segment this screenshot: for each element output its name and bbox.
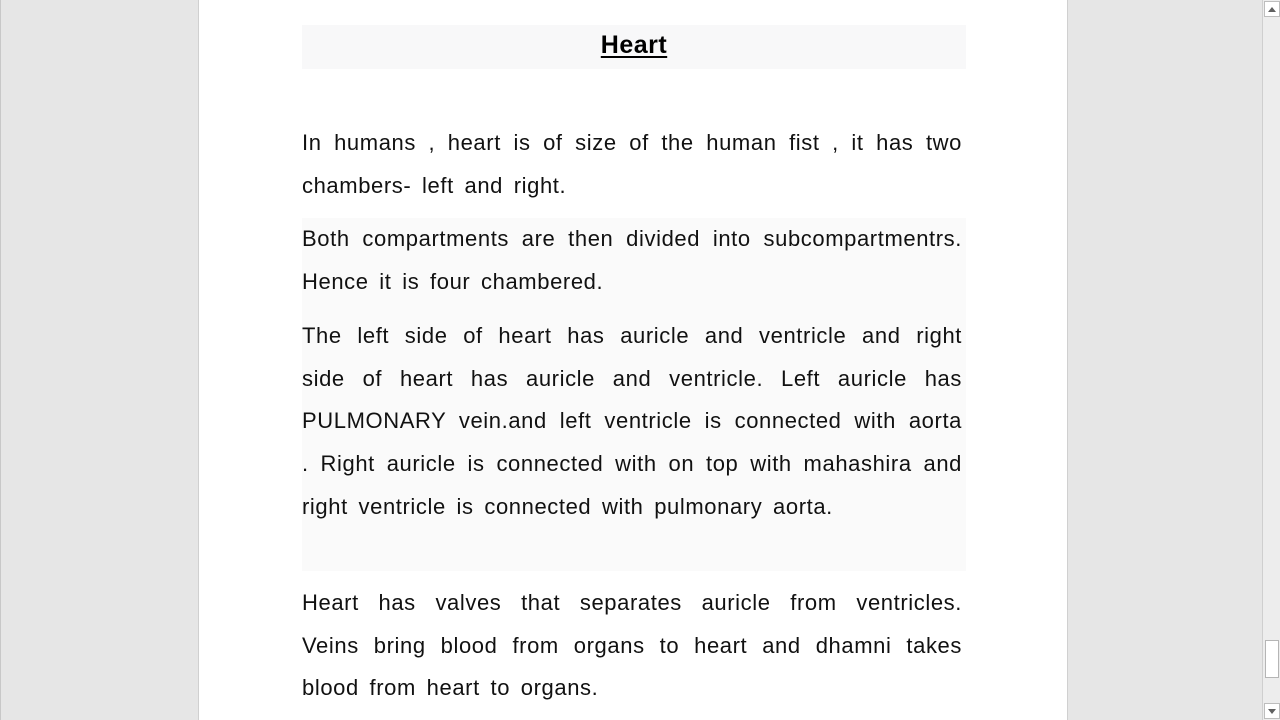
scrollbar-thumb[interactable] bbox=[1265, 640, 1279, 678]
scroll-down-arrow-icon bbox=[1268, 709, 1276, 714]
scroll-up-arrow-icon bbox=[1268, 7, 1276, 12]
scroll-down-button[interactable] bbox=[1264, 703, 1280, 719]
scroll-up-button[interactable] bbox=[1264, 1, 1280, 17]
vertical-scrollbar[interactable] bbox=[1262, 0, 1280, 720]
paragraph-valves[interactable]: Heart has valves that separates auricle from ventricles. Veins bring blood from organs to heart and dhamni takes blood from heart to organs. bbox=[302, 590, 962, 701]
document-title: Heart bbox=[600, 31, 668, 59]
paragraph-intro[interactable]: In humans , heart is of size of the human fist , it has two chambers- left and right. bbox=[302, 130, 962, 198]
document-page[interactable] bbox=[198, 0, 1068, 720]
title-block bbox=[302, 25, 966, 69]
paragraph-compartments[interactable]: Both compartments are then divided into subcompartmentrs. Hence it is four chambered. bbox=[302, 226, 962, 294]
paragraph-sides[interactable]: The left side of heart has auricle and ventricle and right side of heart has auricle and ventricle. Left auricle has PULMONARY vein.and left ventricle is connected with aorta . Right auricle is connected with on top with mahashira and right ventricle is connected with pulmonary aorta. bbox=[302, 323, 962, 519]
